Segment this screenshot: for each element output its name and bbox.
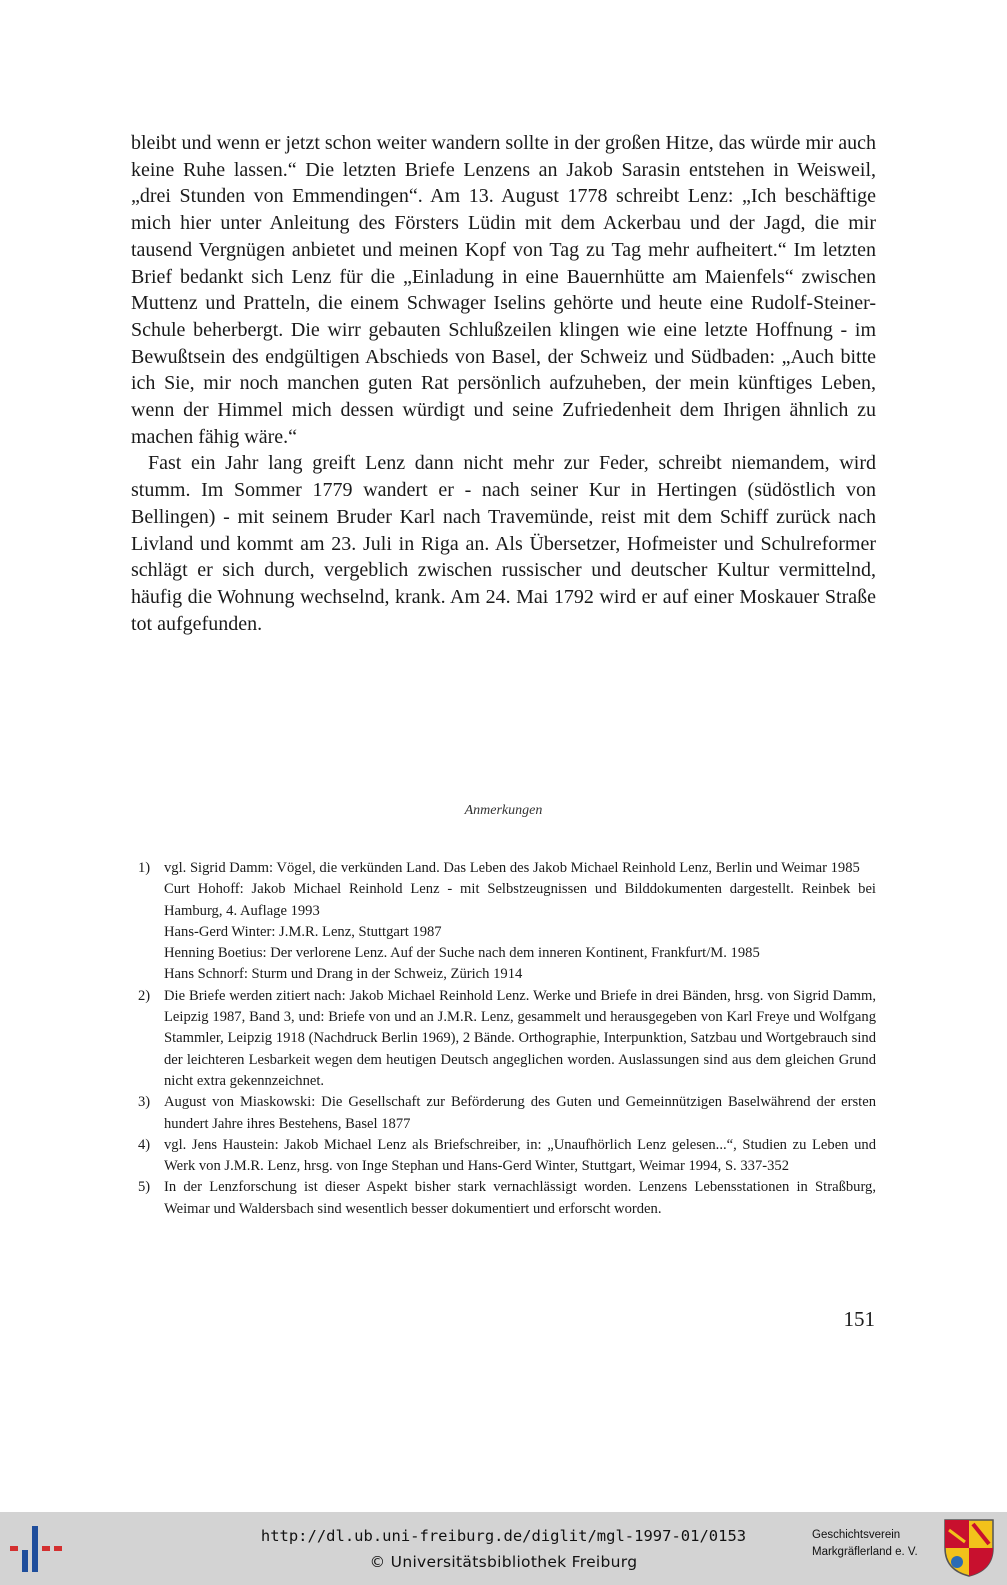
footnote-number: 2) — [138, 987, 151, 1004]
copyright-notice: © Universitätsbibliothek Freiburg — [369, 1553, 638, 1571]
footnote-2 — [131, 986, 876, 1092]
footnote-number: 3) — [138, 1094, 151, 1111]
paragraph: bleibt und wenn er jetzt schon weiter wandern sollte in der großen Hitze, das würde mir auch keine Ruhe lassen.“ Die letzten Briefe Lenzens an Jakob Sarasin entstehen in Weisweil, „drei Stunden von Emmendingen“. Am 13. August 1778 schreibt Lenz: „Ich beschäftige mich hier unter Anleitung des Försters Lüdin mit dem Ackerbau und der Jagd, die mir tausend Vergnügen anbietet und meinen Kopf von Tag zu Tag mehr aufheitert.“ Im letzten Brief bedankt sich Lenz für die „Einladung in eine Bauernhütte am Maienfels“ zwischen Muttenz und Pratteln, die einem Schwager Iselins gehörte und heute eine Rudolf-Steiner-Schule beherbergt. Die wirr gebauten Schlußzeilen klingen wie eine letzte Hoffnung - im Bewußtsein des endgültigen Abschieds von Basel, der Schweiz und Südbaden: „Auch bitte ich Sie, mir noch manchen guten Rat persönlich aufzuheben, der mein künftiges Leben, wenn der Himmel mich dessen würdigt und seine Zufriedenheit dem Ihrigen ähnlich zu machen fähig wäre.“ — [131, 132, 876, 448]
footnote-line: Hans-Gerd Winter: J.M.R. Lenz, Stuttgart 1987 — [164, 923, 442, 940]
footnote-line: Die Briefe werden zitiert nach: Jakob Michael Reinhold Lenz. Werke und Briefe in drei Bänden, hrsg. von Sigrid Damm, Leipzig 1987, Band 3, und: Briefe von und an J.M.R. Lenz, gesammelt und herausgegeben von Karl Freye und Wolfgang Stammler, Leipzig 1918 (Nachdruck Berlin 1969), 2 Bände. Orthographie, Interpunktion, Satzbau und Wortgebrauch sind der leichteren Lesbarkeit wegen dem heutigen Deutsch angeglichen worden. Auslassungen sind aus dem gleichen Grund nicht extra gekennzeichnet. — [164, 987, 876, 1089]
footnote-line: vgl. Jens Haustein: Jakob Michael Lenz als Briefschreiber, in: „Unaufhörlich Lenz gelesen...“, Studien zu Leben und Werk von J.M.R. Lenz, hrsg. von Inge Stephan und Hans-Gerd Winter, Stuttgart, Weimar 1994, S. 337-352 — [164, 1136, 876, 1175]
body-text — [131, 130, 876, 637]
footnote-4 — [131, 1135, 876, 1178]
footnote-5 — [131, 1177, 876, 1220]
footnote-3 — [131, 1092, 876, 1135]
footnote-line: vgl. Sigrid Damm: Vögel, die verkünden Land. Das Leben des Jakob Michael Reinhold Lenz, Berlin und Weimar 1985 — [164, 860, 860, 876]
coat-of-arms-icon — [943, 1518, 995, 1578]
footnote-line: Henning Boetius: Der verlorene Lenz. Auf der Suche nach dem inneren Kontinent, Frankfurt/M. 1985 — [164, 945, 760, 962]
document-url-link[interactable]: http://dl.ub.uni-freiburg.de/diglit/mgl-1997-01/0153 — [260, 1527, 747, 1545]
organization-line: Markgräflerland e. V. — [812, 1546, 918, 1558]
footnote-line: Curt Hohoff: Jakob Michael Reinhold Lenz - mit Selbstzeugnissen und Bilddokumenten dargestellt. Reinbek bei Hamburg, 4. Auflage 1993 — [164, 881, 876, 919]
footnote-number: 1) — [138, 860, 151, 876]
paragraph: Fast ein Jahr lang greift Lenz dann nicht mehr zur Feder, schreibt niemandem, wird stumm. Im Sommer 1779 wandert er - nach seiner Kur in Hertingen (südöstlich von Bellingen) - mit seinem Bruder Karl nach Travemünde, reist mit dem Schiff zurück nach Livland und kommt am 23. Juli in Riga an. Als Übersetzer, Hofmeister und Schulreformer schlägt er sich durch, vergeblich zwischen russischer und deutscher Kultur vermittelnd, häufig die Wohnung wechselnd, krank. Am 24. Mai 1792 wird er auf einer Moskauer Straße tot aufgefunden. — [131, 452, 876, 635]
notes-heading: Anmerkungen — [464, 803, 543, 818]
footnotes — [131, 858, 876, 1220]
footnote-line: August von Miaskowski: Die Gesellschaft zur Beförderung des Guten und Gemeinnützigen Baselwährend der ersten hundert Jahre ihres Bestehens, Basel 1877 — [164, 1094, 876, 1132]
footnote-1 — [131, 858, 876, 986]
organization-line: Geschichtsverein — [812, 1529, 901, 1541]
footer-bar — [0, 1512, 1007, 1585]
organization-name — [812, 1527, 918, 1561]
page-number: 151 — [843, 1307, 875, 1331]
footnote-line: In der Lenzforschung ist dieser Aspekt bisher stark vernachlässigt worden. Lenzens Lebensstationen in Straßburg, Weimar und Waldersbach sind wesentlich besser dokumentiert und erforscht worden. — [164, 1179, 876, 1217]
footnote-number: 4) — [138, 1136, 151, 1153]
footnote-number: 5) — [138, 1179, 151, 1196]
footnote-line: Hans Schnorf: Sturm und Drang in der Schweiz, Zürich 1914 — [164, 966, 523, 983]
